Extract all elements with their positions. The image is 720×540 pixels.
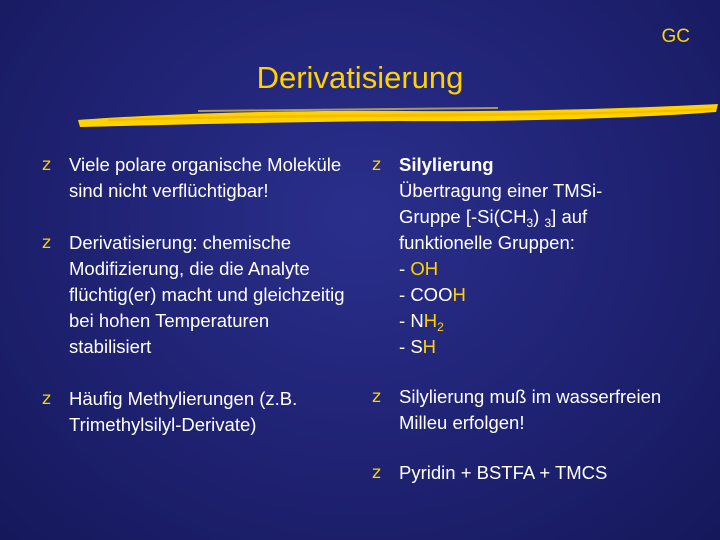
left-bullet-2 [42,230,352,360]
left-bullet-1-text: Viele polare organische Moleküle sind nicht verflüchtigbar! [69,154,342,201]
group-oh: - OH [399,258,439,279]
right-bullet-3 [372,460,702,486]
bullet-icon: z [42,155,51,175]
left-bullet-2-text: Derivatisierung: chemische Modifizierung, die die Analyte flüchtig(er) macht und gleichzeitig bei hohen Temperaturen stabilisiert [69,232,345,357]
bullet-icon: z [42,389,51,409]
right-bullet-2-text: Silylierung muß im wasserfreien Milleu erfolgen! [399,386,662,433]
silylierung-heading: Silylierung [399,154,494,175]
bullet-icon: z [42,233,51,253]
right-bullet-1 [372,152,702,360]
group-sh: - SH [399,336,437,357]
silylierung-line-2: Gruppe [$-Si(CH_3)$ $_3$] auf [399,206,588,230]
bullet-icon: z [372,155,381,175]
title-underline-brush [78,100,718,130]
slide-tag: GC [661,26,690,47]
slide-title: Derivatisierung [256,60,464,95]
left-bullet-1 [42,152,352,204]
bullet-icon: z [372,463,381,483]
group-cooh: - COOH [399,284,466,305]
left-column [42,152,352,438]
bullet-icon: z [372,387,381,407]
silylierung-line-3: funktionelle Gruppen: [399,232,575,253]
left-bullet-3-text: Häufig Methylierungen (z.B. Trimethylsilyl-Derivate) [69,388,298,435]
left-bullet-3 [42,386,352,438]
group-nh2: - $NH_2$ [399,310,444,334]
right-bullet-2 [372,384,702,436]
right-bullet-3-text: Pyridin + BSTFA + TMCS [399,462,608,483]
silylierung-line-1: Übertragung einer TMSi- [399,180,603,201]
right-column [372,152,702,486]
